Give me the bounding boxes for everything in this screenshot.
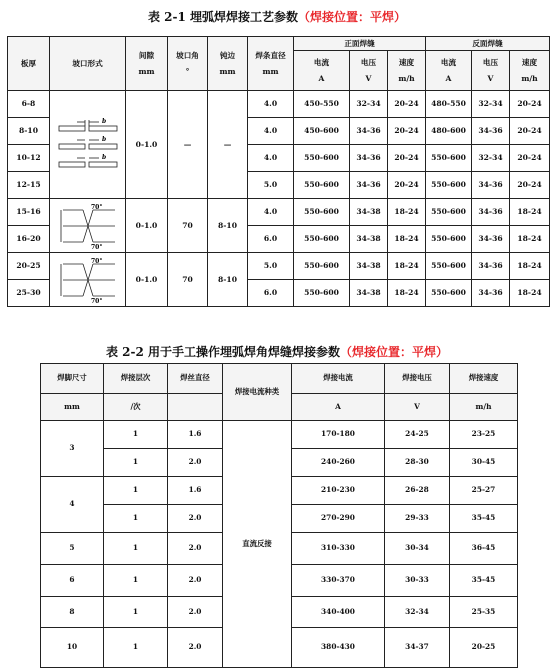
t2-header-speed-unit: m/h <box>450 394 518 421</box>
t1-back-current: 480-550 <box>426 91 472 118</box>
t2-voltage: 29-33 <box>385 505 450 533</box>
t1-back-current: 480-600 <box>426 118 472 145</box>
t2-voltage: 28-30 <box>385 449 450 477</box>
t1-header-angle <box>168 37 208 91</box>
t1-header-back: 反面焊缝 <box>426 37 550 51</box>
angle-label-top: 70° <box>90 203 102 211</box>
t1-header-front-current <box>294 51 350 91</box>
t2-speed: 30-45 <box>450 449 518 477</box>
t1-groove-figure-square <box>50 91 126 199</box>
gap-label-1: b <box>101 117 106 125</box>
t2-leg: 8 <box>41 597 104 628</box>
t1-dia: 6.0 <box>248 280 294 307</box>
t1-back-current: 550-600 <box>426 253 472 280</box>
t2-speed: 25-35 <box>450 597 518 628</box>
t1-bs-unit: m/h <box>521 74 538 83</box>
t2-leg: 10 <box>41 628 104 668</box>
t1-header-gap-unit: mm <box>138 67 155 76</box>
t1-front-speed: 18-24 <box>388 199 426 226</box>
t1-header-back-voltage <box>472 51 510 91</box>
t1-fs-unit: m/h <box>398 74 415 83</box>
t1-front-current: 550-600 <box>294 226 350 253</box>
table2-caption-text: 表 2-2 用于手工操作埋弧焊角焊缝焊接参数 <box>105 345 341 359</box>
t1-bc-label: 电流 <box>440 57 457 67</box>
t2-dia: 1.6 <box>168 421 223 449</box>
t2-current: 270-290 <box>292 505 385 533</box>
t1-gap-value: 0-1.0 <box>126 199 168 253</box>
t2-header-speed: 焊接速度 <box>450 364 518 394</box>
t2-layers: 1 <box>104 597 168 628</box>
t1-front-current: 550-600 <box>294 172 350 199</box>
t1-back-current: 550-600 <box>426 199 472 226</box>
t1-fs-label: 速度 <box>398 57 415 67</box>
t1-header-groove: 坡口形式 <box>50 37 126 91</box>
t2-header-voltage-unit: V <box>385 394 450 421</box>
t2-dia: 2.0 <box>168 505 223 533</box>
t1-header-dia-unit: mm <box>262 67 279 76</box>
t1-thickness: 8-10 <box>8 118 50 145</box>
t2-header-dia: 焊丝直径 <box>168 364 223 394</box>
table2-caption-highlight: （焊接位置：平焊） <box>340 345 449 359</box>
t2-current: 170-180 <box>292 421 385 449</box>
t1-fc-unit: A <box>318 74 325 83</box>
t1-header-front: 正面焊缝 <box>294 37 426 51</box>
t1-header-dia <box>248 37 294 91</box>
t1-thickness: 10-12 <box>8 145 50 172</box>
t1-angle-value: 70 <box>168 199 208 253</box>
t2-speed: 35-45 <box>450 565 518 597</box>
table-row <box>8 199 550 226</box>
t2-speed: 23-25 <box>450 421 518 449</box>
t1-fv-unit: V <box>365 74 372 83</box>
table-row <box>8 253 550 280</box>
t1-thickness: 25-30 <box>8 280 50 307</box>
t2-current: 340-400 <box>292 597 385 628</box>
t1-front-speed: 20-24 <box>388 91 426 118</box>
t1-back-voltage: 34-36 <box>472 199 510 226</box>
t2-voltage: 34-37 <box>385 628 450 668</box>
t1-blunt-value: — <box>208 91 248 199</box>
t1-front-voltage: 34-36 <box>350 172 388 199</box>
table1-caption-highlight: （焊接位置：平焊） <box>298 10 407 24</box>
t1-bc-unit: A <box>445 74 452 83</box>
t2-layers: 1 <box>104 628 168 668</box>
t1-back-speed: 18-24 <box>510 226 550 253</box>
t2-speed: 36-45 <box>450 533 518 565</box>
t1-back-voltage: 32-34 <box>472 145 510 172</box>
t2-layers: 1 <box>104 533 168 565</box>
t1-thickness: 6-8 <box>8 91 50 118</box>
t2-current: 240-260 <box>292 449 385 477</box>
t1-front-current: 550-600 <box>294 145 350 172</box>
t1-front-voltage: 34-36 <box>350 145 388 172</box>
angle-label-bottom: 70° <box>90 243 102 250</box>
t1-back-voltage: 34-36 <box>472 172 510 199</box>
t1-back-voltage: 34-36 <box>472 226 510 253</box>
angle-label-top: 70° <box>90 257 102 265</box>
t1-header-thickness: 板厚 <box>8 37 50 91</box>
t2-voltage: 32-34 <box>385 597 450 628</box>
t1-back-speed: 18-24 <box>510 280 550 307</box>
t1-back-voltage: 32-34 <box>472 91 510 118</box>
t2-header-current-type: 焊接电流种类 <box>223 364 292 421</box>
t2-leg: 5 <box>41 533 104 565</box>
square-butt-joint-icon <box>55 110 121 180</box>
t1-fv-label: 电压 <box>360 57 377 67</box>
t1-front-current: 550-600 <box>294 280 350 307</box>
t1-gap-value: 0-1.0 <box>126 253 168 307</box>
t1-back-speed: 18-24 <box>510 199 550 226</box>
t2-leg: 3 <box>41 421 104 477</box>
t1-gap-value: 0-1.0 <box>126 91 168 199</box>
t1-back-speed: 20-24 <box>510 118 550 145</box>
t2-speed: 25-27 <box>450 477 518 505</box>
t2-layers: 1 <box>104 421 168 449</box>
t1-dia: 5.0 <box>248 253 294 280</box>
table2 <box>40 363 518 668</box>
t1-thickness: 20-25 <box>8 253 50 280</box>
t2-leg: 4 <box>41 477 104 533</box>
t1-bv-unit: V <box>487 74 494 83</box>
t2-layers: 1 <box>104 565 168 597</box>
t1-dia: 4.0 <box>248 199 294 226</box>
t2-speed: 20-25 <box>450 628 518 668</box>
t1-front-voltage: 34-38 <box>350 253 388 280</box>
t2-current: 210-230 <box>292 477 385 505</box>
t2-voltage: 30-33 <box>385 565 450 597</box>
t1-back-voltage: 34-36 <box>472 280 510 307</box>
t1-bs-label: 速度 <box>521 57 538 67</box>
t1-front-speed: 20-24 <box>388 172 426 199</box>
t1-angle-value: — <box>168 91 208 199</box>
t2-header-leg: 焊脚尺寸 <box>41 364 104 394</box>
t1-back-current: 550-600 <box>426 145 472 172</box>
t1-header-blunt-label: 钝边 <box>219 50 236 60</box>
t2-voltage: 30-34 <box>385 533 450 565</box>
t1-header-front-speed <box>388 51 426 91</box>
t2-speed: 35-45 <box>450 505 518 533</box>
t1-back-current: 550-600 <box>426 226 472 253</box>
t1-front-voltage: 34-38 <box>350 280 388 307</box>
t1-back-voltage: 34-36 <box>472 253 510 280</box>
t1-header-blunt-unit: mm <box>219 67 236 76</box>
t2-header-voltage: 焊接电压 <box>385 364 450 394</box>
t2-current: 380-430 <box>292 628 385 668</box>
t1-header-angle-unit: ° <box>185 67 190 76</box>
t2-dia: 2.0 <box>168 597 223 628</box>
t1-back-voltage: 34-36 <box>472 118 510 145</box>
t1-front-current: 550-600 <box>294 253 350 280</box>
t1-front-speed: 18-24 <box>388 280 426 307</box>
t1-thickness: 15-16 <box>8 199 50 226</box>
t2-layers: 1 <box>104 449 168 477</box>
t1-dia: 4.0 <box>248 118 294 145</box>
t2-dia: 2.0 <box>168 628 223 668</box>
t2-header-dia-unit <box>168 394 223 421</box>
t1-front-speed: 20-24 <box>388 118 426 145</box>
t2-dia: 2.0 <box>168 565 223 597</box>
t1-back-speed: 20-24 <box>510 145 550 172</box>
t1-back-speed: 20-24 <box>510 91 550 118</box>
t2-header-leg-unit: mm <box>41 394 104 421</box>
table1 <box>7 36 550 307</box>
t2-current-type-value: 直流反接 <box>223 421 292 668</box>
gap-label-2: b <box>101 135 106 143</box>
t2-layers: 1 <box>104 477 168 505</box>
t2-voltage: 24-25 <box>385 421 450 449</box>
t1-bv-label: 电压 <box>482 57 499 67</box>
t1-blunt-value: 8-10 <box>208 199 248 253</box>
t1-back-current: 550-600 <box>426 172 472 199</box>
t1-front-voltage: 34-36 <box>350 118 388 145</box>
t1-front-voltage: 34-38 <box>350 199 388 226</box>
angle-label-bottom: 70° <box>90 297 102 304</box>
t2-header-current: 焊接电流 <box>292 364 385 394</box>
t1-header-angle-label: 坡口角 <box>176 50 199 60</box>
table1-caption-text: 表 2-1 埋弧焊焊接工艺参数 <box>147 10 299 24</box>
t1-thickness: 12-15 <box>8 172 50 199</box>
t2-current: 330-370 <box>292 565 385 597</box>
t1-dia: 4.0 <box>248 145 294 172</box>
t2-dia: 1.6 <box>168 477 223 505</box>
t2-current: 310-330 <box>292 533 385 565</box>
t1-dia: 4.0 <box>248 91 294 118</box>
t1-header-back-speed <box>510 51 550 91</box>
t1-front-current: 450-550 <box>294 91 350 118</box>
t1-thickness: 16-20 <box>8 226 50 253</box>
t1-header-back-current <box>426 51 472 91</box>
t2-header-layers-unit: /次 <box>104 394 168 421</box>
t1-dia: 6.0 <box>248 226 294 253</box>
table-row <box>8 91 550 118</box>
t1-header-dia-label: 焊条直径 <box>255 50 286 60</box>
t1-header-gap <box>126 37 168 91</box>
t1-front-speed: 18-24 <box>388 226 426 253</box>
double-v-groove-icon <box>53 256 123 304</box>
t1-front-voltage: 34-38 <box>350 226 388 253</box>
t1-front-current: 550-600 <box>294 199 350 226</box>
double-v-groove-icon <box>53 202 123 250</box>
t2-dia: 2.0 <box>168 449 223 477</box>
t1-dia: 5.0 <box>248 172 294 199</box>
t2-header-current-unit: A <box>292 394 385 421</box>
t1-front-speed: 20-24 <box>388 145 426 172</box>
t2-leg: 6 <box>41 565 104 597</box>
t1-fc-label: 电流 <box>313 57 330 67</box>
t1-back-speed: 18-24 <box>510 253 550 280</box>
t1-header-gap-label: 间隙 <box>138 50 155 60</box>
table1-caption <box>0 8 554 25</box>
t1-back-speed: 20-24 <box>510 172 550 199</box>
t2-layers: 1 <box>104 505 168 533</box>
t1-back-current: 550-600 <box>426 280 472 307</box>
t1-angle-value: 70 <box>168 253 208 307</box>
table-row <box>41 421 518 449</box>
gap-label-3: b <box>101 153 106 161</box>
t2-dia: 2.0 <box>168 533 223 565</box>
t1-groove-figure-double-v <box>50 199 126 253</box>
t2-voltage: 26-28 <box>385 477 450 505</box>
t2-header-layers: 焊接层次 <box>104 364 168 394</box>
t1-front-voltage: 32-34 <box>350 91 388 118</box>
t1-front-speed: 18-24 <box>388 253 426 280</box>
t1-front-current: 450-600 <box>294 118 350 145</box>
t1-header-blunt <box>208 37 248 91</box>
t1-header-front-voltage <box>350 51 388 91</box>
table2-caption <box>0 343 554 360</box>
t1-groove-figure-double-v-2 <box>50 253 126 307</box>
t1-blunt-value: 8-10 <box>208 253 248 307</box>
